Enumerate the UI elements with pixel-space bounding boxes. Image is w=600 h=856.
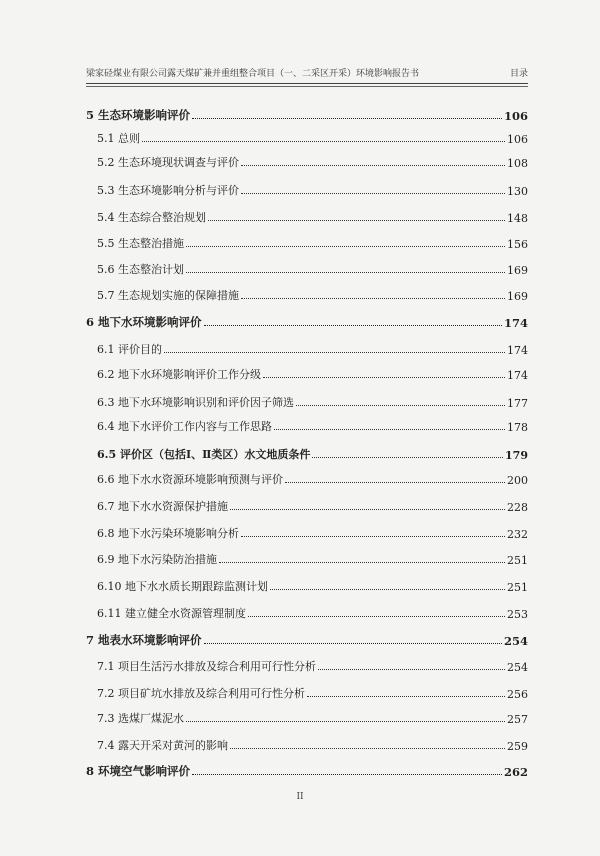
toc-entry[interactable] [97, 574, 528, 594]
toc-entry[interactable] [97, 126, 528, 146]
toc-entry-title: 6.11 建立健全水资源管理制度 [97, 607, 246, 620]
toc-entry[interactable] [97, 706, 528, 726]
toc-entry[interactable] [86, 310, 528, 330]
toc-entry-page: 106 [503, 109, 528, 123]
dot-leader [186, 272, 505, 273]
toc-entry[interactable] [97, 362, 528, 382]
toc-entry[interactable] [97, 283, 528, 303]
dot-leader [186, 246, 505, 247]
toc-entry-page: 169 [507, 264, 528, 277]
toc-entry-page: 108 [507, 157, 528, 170]
toc-entry-title: 5 生态环境影响评价 [86, 108, 191, 122]
toc-entry-page: 228 [507, 501, 528, 514]
toc-entry[interactable] [97, 681, 528, 701]
toc-entry[interactable] [97, 547, 528, 567]
toc-entry-page: 257 [507, 713, 528, 726]
toc-entry[interactable] [97, 414, 528, 434]
toc-entry-page: 262 [503, 765, 528, 779]
dot-leader [241, 298, 505, 299]
toc-entry-title: 5.6 生态整治计划 [97, 263, 184, 276]
dot-leader [248, 616, 505, 617]
toc-entry-title: 6.10 地下水水质长期跟踪监测计划 [97, 580, 268, 593]
header-rule-thin [86, 86, 528, 87]
toc-entry-page: 156 [507, 238, 528, 251]
toc-entry-title: 5.1 总则 [97, 132, 140, 145]
toc-entry-title: 8 环境空气影响评价 [86, 764, 191, 778]
toc-entry-title: 6.7 地下水水资源保护措施 [97, 500, 228, 513]
page-number: II [296, 792, 304, 802]
toc-entry-page: 130 [507, 185, 528, 198]
toc-entry-title: 6.3 地下水环境影响识别和评价因子筛选 [97, 396, 294, 409]
toc-entry[interactable] [97, 467, 528, 487]
dot-leader [318, 669, 505, 670]
toc-entry-title: 5.3 生态环境影响分析与评价 [97, 184, 239, 197]
dot-leader [312, 457, 503, 458]
toc-entry-page: 253 [507, 608, 528, 621]
toc-entry-page: 148 [507, 212, 528, 225]
toc-entry-title: 5.2 生态环境现状调查与评价 [97, 156, 239, 169]
toc-entry-page: 232 [507, 528, 528, 541]
dot-leader [285, 482, 505, 483]
toc-entry-title: 6 地下水环境影响评价 [86, 315, 202, 329]
dot-leader [270, 589, 505, 590]
toc-entry[interactable] [97, 178, 528, 198]
toc-entry-title: 7.4 露天开采对黄河的影响 [97, 739, 228, 752]
toc-entry-title: 6.6 地下水水资源环境影响预测与评价 [97, 473, 283, 486]
toc-entry-title: 6.1 评价目的 [97, 343, 162, 356]
toc-entry[interactable] [97, 337, 528, 357]
toc-entry-page: 106 [507, 133, 528, 146]
toc-entry-page: 254 [507, 661, 528, 674]
toc-entry[interactable] [97, 257, 528, 277]
toc-entry-title: 7.1 项目生活污水排放及综合利用可行性分析 [97, 660, 316, 673]
header-title: 梁家硁煤业有限公司露天煤矿兼并重组整合项目（一、二采区开采）环境影响报告书 [86, 69, 420, 79]
dot-leader [274, 429, 505, 430]
toc-entry[interactable] [97, 521, 528, 541]
dot-leader [219, 562, 505, 563]
dot-leader [142, 141, 505, 142]
toc-entry[interactable] [97, 205, 528, 225]
toc-entry-title: 5.5 生态整治措施 [97, 237, 184, 250]
toc-entry[interactable] [86, 759, 528, 779]
toc-entry-page: 251 [507, 554, 528, 567]
toc-entry[interactable] [86, 103, 528, 123]
dot-leader [204, 325, 502, 326]
toc-entry[interactable] [86, 628, 528, 648]
dot-leader [164, 352, 505, 353]
dot-leader [241, 165, 505, 166]
toc-entry-page: 174 [503, 316, 528, 330]
dot-leader [296, 405, 505, 406]
dot-leader [230, 509, 505, 510]
dot-leader [263, 377, 505, 378]
toc-entry-page: 200 [507, 474, 528, 487]
toc-entry-page: 251 [507, 581, 528, 594]
dot-leader [241, 193, 505, 194]
toc-entry-page: 254 [503, 634, 528, 648]
toc-entry-page: 256 [507, 688, 528, 701]
toc-entry[interactable] [97, 601, 528, 621]
toc-entry-page: 178 [507, 421, 528, 434]
toc-entry-title: 6.2 地下水环境影响评价工作分级 [97, 368, 261, 381]
header-rule [86, 83, 528, 84]
toc-entry-title: 7 地表水环境影响评价 [86, 633, 202, 647]
dot-leader [241, 536, 505, 537]
dot-leader [230, 748, 505, 749]
toc-entry-title: 7.3 选煤厂煤泥水 [97, 712, 184, 725]
dot-leader [208, 220, 505, 221]
header-section: 目录 [509, 69, 528, 79]
running-header [86, 66, 528, 82]
toc-entry-page: 259 [507, 740, 528, 753]
toc-entry-title: 6.9 地下水污染防治措施 [97, 553, 217, 566]
toc-entry-title: 5.4 生态综合整治规划 [97, 211, 206, 224]
toc-entry[interactable] [97, 654, 528, 674]
toc-entry[interactable] [97, 150, 528, 170]
toc-entry-page: 177 [507, 397, 528, 410]
toc-entry[interactable] [97, 442, 528, 462]
toc-entry-page: 174 [507, 344, 528, 357]
dot-leader [192, 118, 502, 119]
toc-entry-title: 5.7 生态规划实施的保障措施 [97, 289, 239, 302]
toc-entry[interactable] [97, 390, 528, 410]
toc-entry-title: 6.8 地下水污染环境影响分析 [97, 527, 239, 540]
toc-entry-page: 174 [507, 369, 528, 382]
toc-entry-title: 6.4 地下水评价工作内容与工作思路 [97, 420, 272, 433]
toc-entry-page: 169 [507, 290, 528, 303]
dot-leader [192, 774, 502, 775]
dot-leader [204, 643, 502, 644]
dot-leader [307, 696, 505, 697]
toc-entry[interactable] [97, 231, 528, 251]
toc-entry-title: 7.2 项目矿坑水排放及综合利用可行性分析 [97, 687, 305, 700]
toc-entry[interactable] [97, 494, 528, 514]
toc-entry[interactable] [97, 733, 528, 753]
dot-leader [186, 721, 505, 722]
toc-entry-title: 6.5 评价区（包括Ⅰ、Ⅱ类区）水文地质条件 [97, 448, 311, 461]
toc-entry-page: 179 [505, 449, 528, 462]
